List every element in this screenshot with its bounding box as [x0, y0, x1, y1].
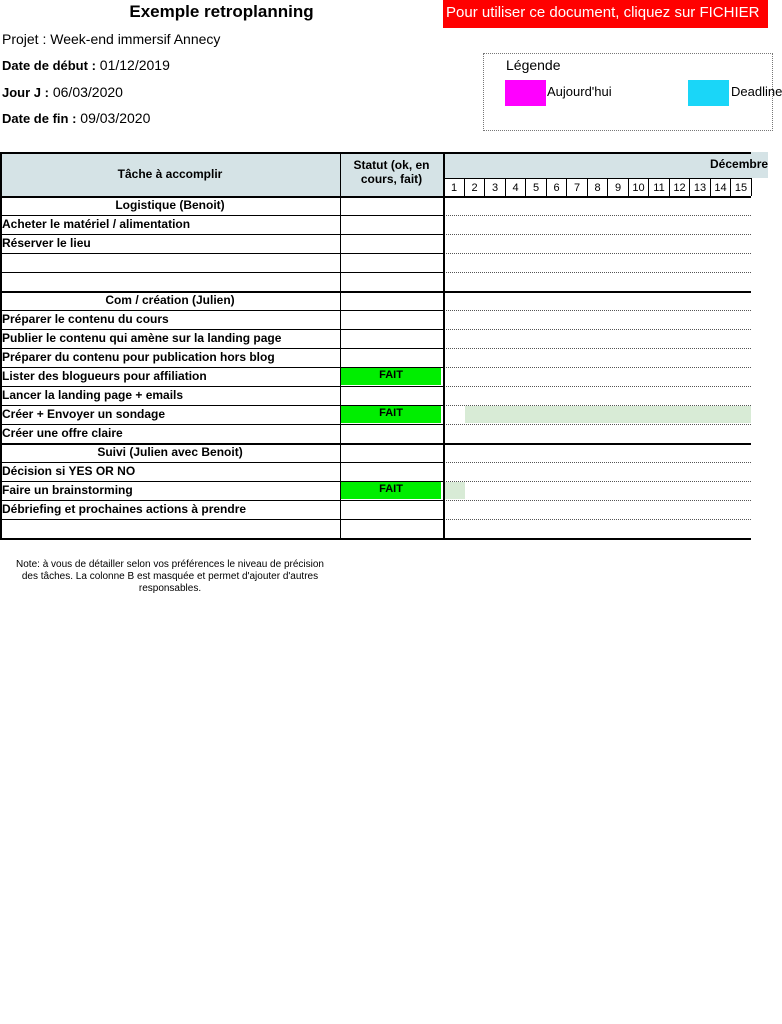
header-month: [443, 152, 768, 178]
day-number: 8: [594, 182, 601, 194]
task-label[interactable]: Créer une offre claire: [2, 426, 123, 440]
table-top-border: [0, 152, 751, 154]
instructions-banner[interactable]: Pour utiliser ce document, cliquez sur FICHIER: [443, 0, 768, 28]
task-status[interactable]: [341, 330, 441, 347]
start-date-label: Date de début :: [2, 58, 96, 73]
gantt-divider: [443, 272, 751, 273]
task-status[interactable]: [341, 387, 441, 404]
start-date-value: 01/12/2019: [99, 57, 170, 73]
column-border: [340, 152, 341, 539]
day-number: 1: [450, 182, 458, 194]
gantt-divider: [443, 519, 751, 520]
gantt-divider: [443, 500, 751, 501]
footnote: Note: à vous de détailler selon vos préférences le niveau de précision des tâches. La colonne B est masquée et permet d'ajouter d'autres responsables.: [16, 559, 324, 594]
day-number: 4: [512, 182, 519, 194]
legend-box: [483, 53, 782, 131]
end-date-value: 09/03/2020: [80, 110, 151, 126]
dday-line: [2, 84, 123, 100]
day-number: 15: [734, 182, 748, 194]
task-status[interactable]: [341, 254, 441, 271]
project-value: Week-end immersif Annecy: [50, 31, 221, 47]
gantt-divider: [443, 348, 751, 349]
task-label[interactable]: Préparer du contenu pour publication hors blog: [2, 350, 275, 364]
task-label[interactable]: Acheter le matériel / alimentation: [2, 217, 191, 231]
project-label: Projet :: [2, 31, 47, 47]
gantt-bar[interactable]: [465, 406, 752, 423]
gantt-divider: [443, 310, 751, 311]
day-number: 9: [614, 182, 622, 194]
task-label[interactable]: Préparer le contenu du cours: [2, 312, 169, 326]
section-title: Com / création (Julien): [105, 293, 235, 307]
legend-title: Légende: [506, 57, 561, 73]
gantt-divider: [443, 386, 751, 387]
task-label[interactable]: Faire un brainstorming: [2, 483, 133, 497]
gantt-divider: [443, 215, 751, 216]
legend-deadline-label: Deadline: [731, 84, 782, 99]
task-status[interactable]: [341, 463, 441, 480]
day-number: 2: [471, 182, 478, 194]
header-status: Statut (ok, en cours, fait): [340, 152, 443, 196]
gantt-divider: [443, 481, 751, 482]
task-label[interactable]: Réserver le lieu: [2, 236, 91, 250]
gantt-divider: [443, 253, 751, 254]
legend-today-swatch: [505, 80, 546, 106]
task-status[interactable]: [341, 273, 441, 290]
sheet-title: Exemple retroplanning: [129, 2, 314, 21]
task-status[interactable]: [341, 425, 441, 442]
gantt-divider: [443, 443, 751, 445]
day-number: 6: [553, 182, 560, 194]
gantt-divider: [443, 424, 751, 425]
day-number: 5: [532, 182, 540, 194]
gantt-divider: [443, 234, 751, 235]
task-label[interactable]: Lancer la landing page + emails: [2, 388, 184, 402]
project-line: [2, 31, 220, 47]
gantt-divider: [443, 196, 751, 198]
day-divider: [751, 178, 752, 196]
task-status[interactable]: [341, 501, 441, 518]
task-label[interactable]: Débriefing et prochaines actions à prendre: [2, 502, 247, 516]
legend-today-label: Aujourd'hui: [547, 84, 612, 99]
header-month-label: Décembre: [710, 157, 769, 171]
day-number: 14: [714, 182, 727, 194]
task-label[interactable]: Créer + Envoyer un sondage: [2, 407, 166, 421]
legend-deadline-swatch: [688, 80, 729, 106]
task-status[interactable]: [341, 520, 441, 537]
row-divider: [0, 538, 443, 540]
day-number: 10: [632, 182, 645, 194]
day-number: 12: [673, 182, 686, 194]
task-status[interactable]: FAIT: [341, 368, 441, 385]
task-status[interactable]: [341, 235, 441, 252]
column-border: [443, 152, 445, 539]
end-date-line: [2, 110, 150, 126]
day-number: 3: [491, 182, 499, 194]
gantt-divider: [443, 367, 751, 368]
task-status[interactable]: [341, 216, 441, 233]
gantt-divider: [443, 291, 751, 293]
task-label[interactable]: Lister des blogueurs pour affiliation: [2, 369, 207, 383]
day-number: 13: [693, 182, 707, 194]
gantt-bar[interactable]: [444, 482, 465, 499]
task-status[interactable]: FAIT: [341, 406, 441, 423]
gantt-divider: [443, 329, 751, 330]
end-date-label: Date de fin :: [2, 111, 77, 126]
dday-value: 06/03/2020: [52, 84, 123, 100]
task-status[interactable]: [341, 311, 441, 328]
gantt-divider: [443, 538, 751, 540]
start-date-line: [2, 57, 170, 73]
day-number: 11: [653, 182, 665, 194]
month-divider: [443, 178, 751, 179]
gantt-divider: [443, 462, 751, 463]
day-number: 7: [573, 182, 581, 194]
task-label[interactable]: Décision si YES OR NO: [2, 464, 136, 478]
header-task: Tâche à accomplir: [0, 152, 340, 196]
task-status[interactable]: FAIT: [341, 482, 441, 499]
dday-label: Jour J :: [2, 85, 49, 100]
column-border: [0, 152, 2, 539]
task-status[interactable]: [341, 349, 441, 366]
section-title: Logistique (Benoit): [115, 198, 225, 212]
task-label[interactable]: Publier le contenu qui amène sur la landing page: [2, 331, 282, 345]
section-title: Suivi (Julien avec Benoit): [97, 445, 243, 459]
